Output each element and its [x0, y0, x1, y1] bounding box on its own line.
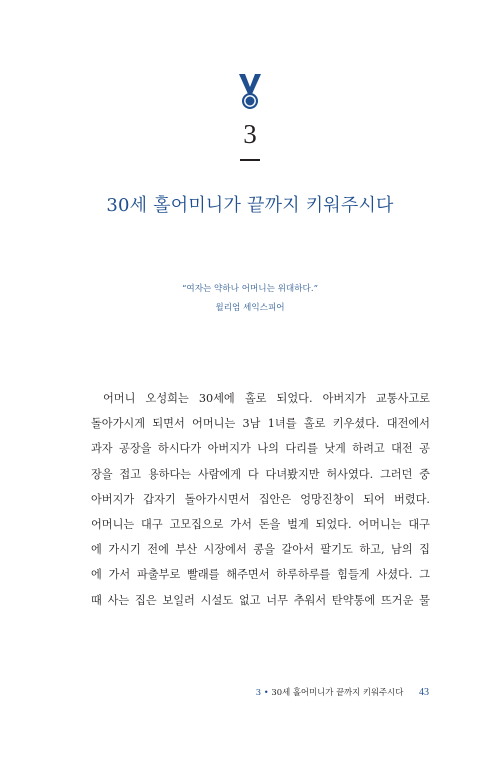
chapter-title: 30세 홀어미니가 끝까지 키워주시다 — [106, 195, 394, 216]
body-line: 아버지가 갑자기 돌아가시면서 집안은 엉망진창이 되어 버렸다. — [91, 492, 430, 506]
chapter-divider — [240, 159, 260, 161]
body-line: 에 가서 파출부로 빨래를 해주면서 하루하루를 힘들게 사셨다. 그 — [91, 568, 430, 582]
medal-icon — [238, 74, 262, 110]
epigraph — [0, 280, 500, 318]
body-line: 때 사는 집은 보일러 시설도 없고 너무 추워서 탄약통에 뜨거운 물 — [91, 593, 430, 607]
body-line: 장을 접고 용하다는 사람에게 다 다녀봤지만 허사였다. 그러던 중 — [91, 467, 430, 481]
footer-separator: • — [263, 687, 269, 697]
epigraph-quote: “여자는 약하나 어머니는 위대하다.” — [182, 284, 318, 294]
body-line: 어머니 오성희는 30세에 홀로 되었다. 아버지가 교통사고로 — [103, 392, 430, 405]
body-line: 에 가시기 전에 부산 시장에서 콩을 갈아서 팔기도 하고, 남의 집 — [91, 543, 430, 557]
running-footer — [256, 686, 429, 698]
footer-section-number: 3 — [255, 687, 262, 697]
page-number: 43 — [419, 687, 429, 698]
chapter-number: 3 — [243, 119, 257, 149]
body-line: 돌아가시게 되면서 어머니는 3남 1녀를 홀로 키우셨다. 대전에서 — [91, 417, 430, 431]
body-line: 어머니는 대구 고모집으로 가서 돈을 벌게 되었다. 어머니는 대구 — [91, 517, 430, 531]
body-line: 과자 공장을 하시다가 아버지가 나의 다리를 낫게 하려고 대전 공 — [91, 442, 430, 456]
epigraph-author: 윌리엄 셰익스피어 — [215, 303, 285, 313]
footer-section-title: 30세 홀어미니가 끝까지 키워주시다 — [271, 687, 404, 697]
body-text — [91, 386, 430, 613]
